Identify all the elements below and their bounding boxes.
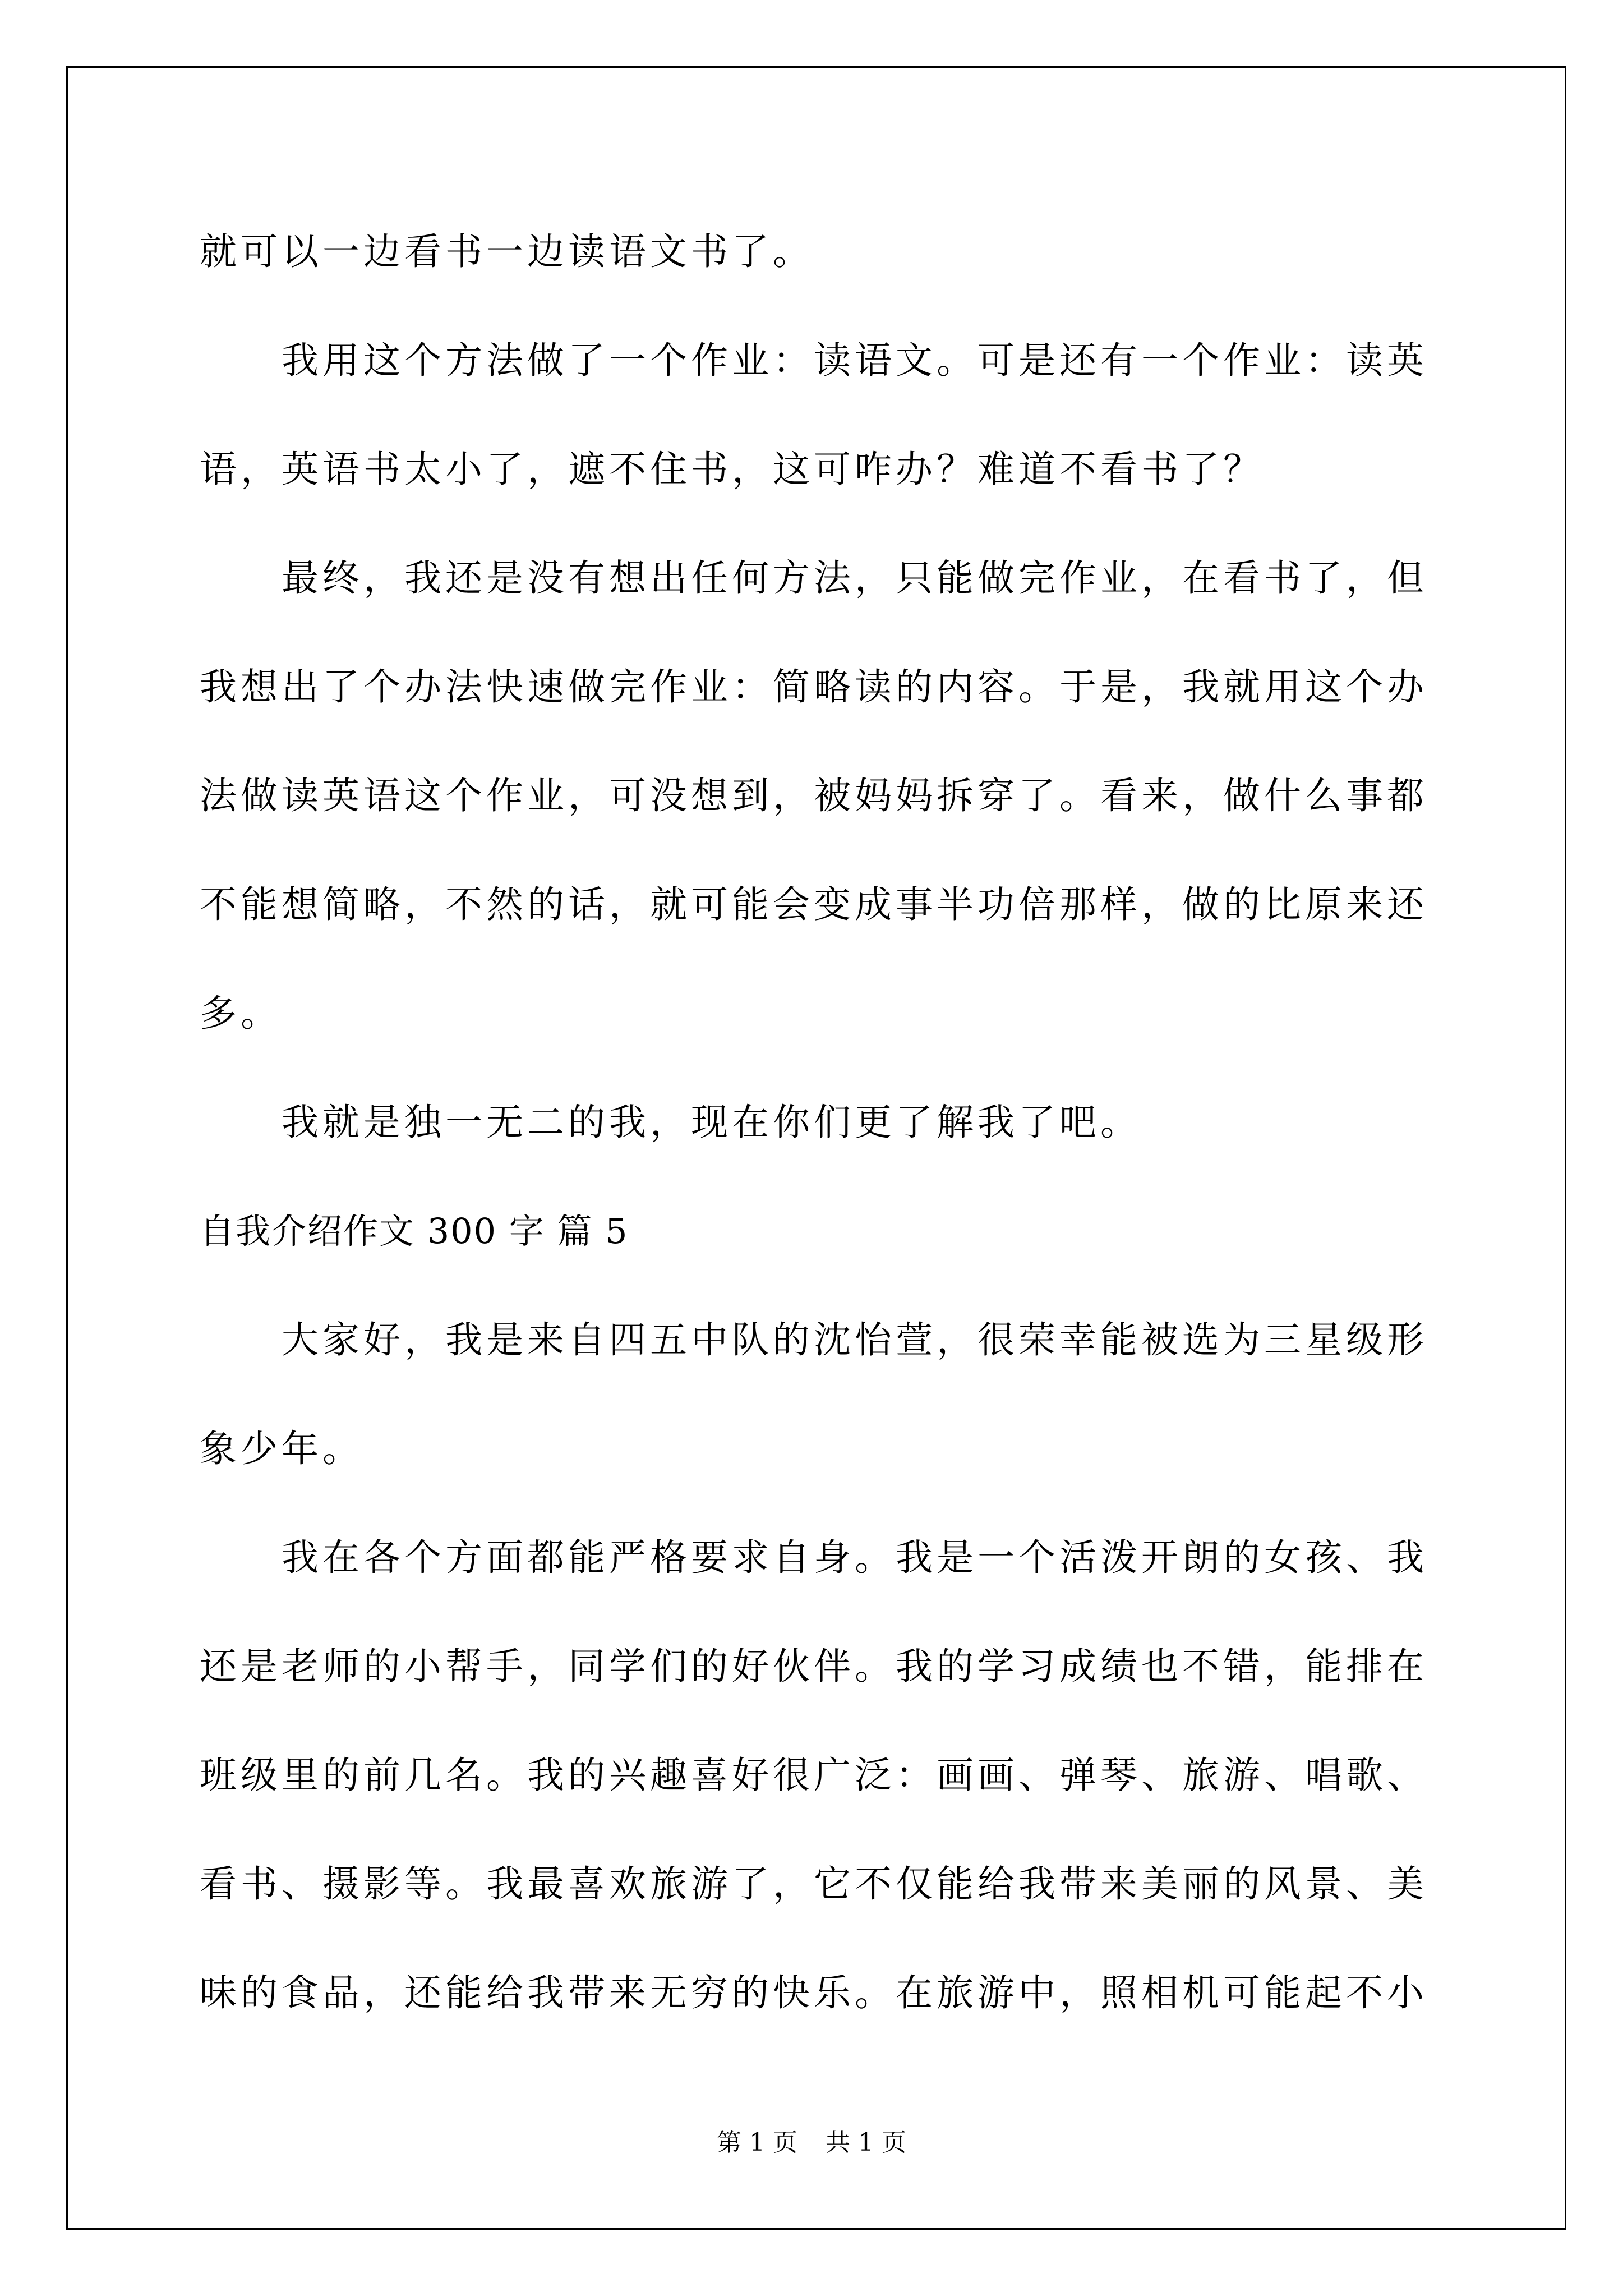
page-total: 共 1 页 xyxy=(826,2128,906,2157)
text-line: 最终，我还是没有想出任何方法，只能做完作业，在看书了，但 xyxy=(200,556,1428,600)
page-number: 第 1 页 xyxy=(717,2128,797,2157)
text-line: 还是老师的小帮手，同学们的好伙伴。我的学习成绩也不错，能排在 xyxy=(200,1645,1428,1688)
section-heading: 自我介绍作文 300 字 篇 5 xyxy=(200,1211,629,1251)
text-line: 语，英语书太小了，遮不住书，这可咋办？难道不看书了？ xyxy=(200,448,1264,491)
text-line: 看书、摄影等。我最喜欢旅游了，它不仅能给我带来美丽的风景、美 xyxy=(200,1862,1428,1906)
text-line: 我想出了个办法快速做完作业：简略读的内容。于是，我就用这个办 xyxy=(200,665,1428,708)
text-line: 法做读英语这个作业，可没想到，被妈妈拆穿了。看来，做什么事都 xyxy=(200,774,1428,817)
text-line: 多。 xyxy=(200,992,282,1035)
text-line: 我用这个方法做了一个作业：读语文。可是还有一个作业：读英 xyxy=(200,339,1428,382)
text-line: 我就是独一无二的我，现在你们更了解我了吧。 xyxy=(200,1101,1141,1144)
text-line: 味的食品，还能给我带来无穷的快乐。在旅游中，照相机可能起不小 xyxy=(200,1971,1428,2014)
text-line: 我在各个方面都能严格要求自身。我是一个活泼开朗的女孩、我 xyxy=(200,1536,1428,1579)
text-line: 象少年。 xyxy=(200,1427,363,1470)
text-line: 就可以一边看书一边读语文书了。 xyxy=(200,230,814,273)
text-line: 大家好，我是来自四五中队的沈怡萱，很荣幸能被选为三星级形 xyxy=(200,1318,1428,1361)
page-footer xyxy=(0,2126,1623,2160)
text-line: 班级里的前几名。我的兴趣喜好很广泛：画画、弹琴、旅游、唱歌、 xyxy=(200,1754,1428,1797)
text-line: 不能想简略，不然的话，就可能会变成事半功倍那样，做的比原来还 xyxy=(200,883,1428,926)
